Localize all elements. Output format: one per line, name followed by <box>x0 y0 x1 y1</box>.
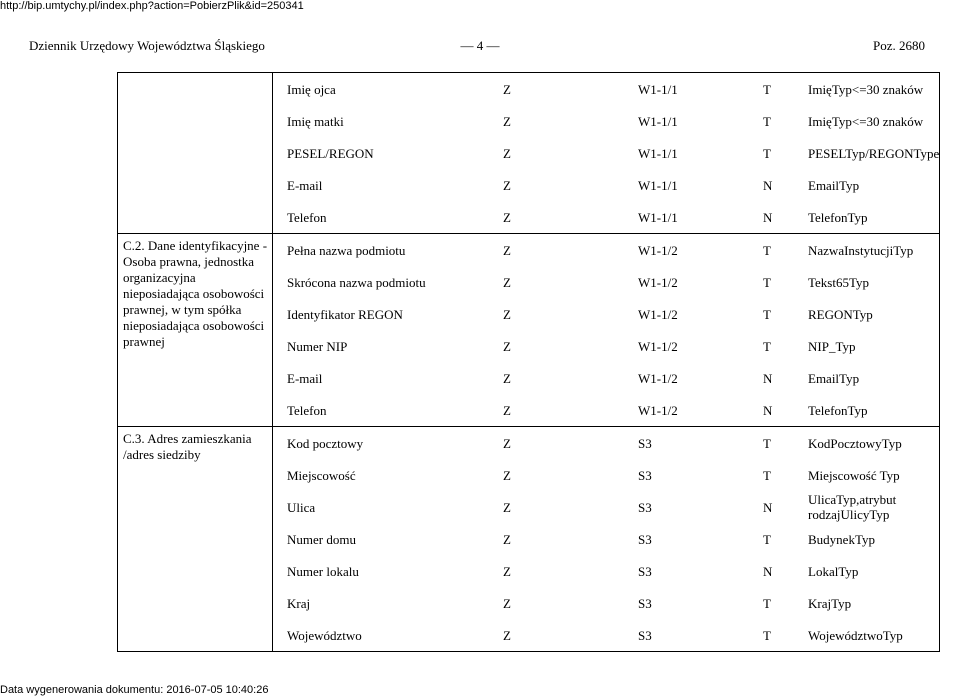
field-rule: W1-1/1 <box>638 113 678 129</box>
field-type: UlicaTyp,atrybut rodzajUlicyTyp <box>808 492 897 522</box>
field-flag: T <box>763 467 771 483</box>
field-rule: S3 <box>638 467 652 483</box>
field-required: Z <box>503 306 511 322</box>
field-type: ImięTyp<=30 znaków <box>808 113 924 129</box>
field-flag: T <box>763 81 771 97</box>
field-required: Z <box>503 338 511 354</box>
field-required: Z <box>503 627 511 643</box>
field-row <box>273 555 940 587</box>
field-required: Z <box>503 435 511 451</box>
field-name: Województwo <box>287 627 362 643</box>
field-row <box>273 201 940 233</box>
field-flag: T <box>763 435 771 451</box>
field-row <box>273 73 940 105</box>
field-name: Numer domu <box>287 531 356 547</box>
field-name: Miejscowość <box>287 467 356 483</box>
field-required: Z <box>503 145 511 161</box>
journal-title: Dziennik Urzędowy Województwa Śląskiego <box>29 38 265 53</box>
field-row <box>273 266 940 298</box>
section-label-cell <box>118 73 273 234</box>
field-required: Z <box>503 242 511 258</box>
field-flag: T <box>763 145 771 161</box>
field-rule: W1-1/2 <box>638 242 678 258</box>
field-name: Identyfikator REGON <box>287 306 403 322</box>
field-name: Ulica <box>287 499 316 515</box>
section-fields-cell <box>273 234 940 427</box>
section-row <box>118 234 940 427</box>
field-required: Z <box>503 563 511 579</box>
field-rule: W1-1/2 <box>638 402 678 418</box>
field-required: Z <box>503 274 511 290</box>
field-row <box>273 234 940 266</box>
field-rule: W1-1/1 <box>638 209 678 225</box>
field-type: LokalTyp <box>808 563 859 579</box>
field-rows <box>273 234 940 426</box>
field-name: E-mail <box>287 370 323 386</box>
field-type: WojewództwoTyp <box>808 627 903 643</box>
field-flag: T <box>763 338 771 354</box>
field-required: Z <box>503 402 511 418</box>
field-rule: W1-1/2 <box>638 370 678 386</box>
field-row <box>273 459 940 491</box>
field-type: EmailTyp <box>808 370 860 386</box>
field-type: REGONTyp <box>808 306 873 322</box>
field-rule: W1-1/2 <box>638 306 678 322</box>
field-flag: N <box>763 209 773 225</box>
field-rule: S3 <box>638 531 652 547</box>
field-required: Z <box>503 177 511 193</box>
field-type: NazwaInstytucjiTyp <box>808 242 914 258</box>
field-row <box>273 137 940 169</box>
page-number: — 4 — <box>460 38 500 53</box>
field-name: Pełna nazwa podmiotu <box>287 242 406 258</box>
field-row <box>273 587 940 619</box>
field-rule: W1-1/2 <box>638 274 678 290</box>
field-type: NIP_Typ <box>808 338 856 354</box>
source-url: http://bip.umtychy.pl/index.php?action=PobierzPlik&id=250341 <box>0 0 304 12</box>
position-number: Poz. 2680 <box>873 38 925 53</box>
field-type: KodPocztowyTyp <box>808 435 902 451</box>
field-flag: N <box>763 177 773 193</box>
field-required: Z <box>503 531 511 547</box>
field-name: Skrócona nazwa podmiotu <box>287 274 426 290</box>
field-row <box>273 169 940 201</box>
field-name: Kraj <box>287 595 311 611</box>
field-name: Numer lokalu <box>287 563 359 579</box>
field-required: Z <box>503 113 511 129</box>
field-name: Imię matki <box>287 113 344 129</box>
field-name: Telefon <box>287 209 327 225</box>
field-flag: N <box>763 402 773 418</box>
field-required: Z <box>503 595 511 611</box>
field-type: Tekst65Typ <box>808 274 870 290</box>
field-name: PESEL/REGON <box>287 145 374 161</box>
field-required: Z <box>503 467 511 483</box>
field-type: TelefonTyp <box>808 402 868 418</box>
field-type: TelefonTyp <box>808 209 868 225</box>
field-row <box>273 362 940 394</box>
field-rule: S3 <box>638 499 652 515</box>
field-flag: T <box>763 595 771 611</box>
field-required: Z <box>503 499 511 515</box>
field-row <box>273 298 940 330</box>
section-label: C.2. Dane identyfikacyjne - Osoba prawna, jednostka organizacyjna nieposiadająca osobowości prawnej, w tym spółka nieposiadająca osobowości prawnej <box>123 238 268 349</box>
field-flag: N <box>763 563 773 579</box>
field-type: KrajTyp <box>808 595 852 611</box>
field-rule: W1-1/1 <box>638 177 678 193</box>
section-fields-cell <box>273 427 940 652</box>
field-type: Miejscowość Typ <box>808 467 900 483</box>
field-row <box>273 394 940 426</box>
field-type: ImięTyp<=30 znaków <box>808 81 924 97</box>
field-flag: T <box>763 274 771 290</box>
field-rule: W1-1/1 <box>638 81 678 97</box>
field-rule: S3 <box>638 595 652 611</box>
section-label-cell <box>118 427 273 652</box>
generation-date: Data wygenerowania dokumentu: 2016-07-05 10:40:26 <box>0 684 269 696</box>
field-row <box>273 523 940 555</box>
section-row <box>118 73 940 234</box>
field-rule: S3 <box>638 627 652 643</box>
field-row <box>273 491 940 523</box>
section-row <box>118 427 940 652</box>
field-row <box>273 105 940 137</box>
field-flag: T <box>763 242 771 258</box>
field-name: Numer NIP <box>287 338 348 354</box>
field-flag: N <box>763 499 773 515</box>
field-flag: T <box>763 113 771 129</box>
field-name: Imię ojca <box>287 81 336 97</box>
field-flag: T <box>763 627 771 643</box>
field-required: Z <box>503 209 511 225</box>
section-fields-cell <box>273 73 940 234</box>
field-required: Z <box>503 370 511 386</box>
section-label: C.3. Adres zamieszkania /adres siedziby <box>123 431 252 462</box>
field-required: Z <box>503 81 511 97</box>
section-label-cell <box>118 234 273 427</box>
field-name: Kod pocztowy <box>287 435 364 451</box>
field-flag: T <box>763 306 771 322</box>
field-row <box>273 330 940 362</box>
field-type: BudynekTyp <box>808 531 875 547</box>
field-rule: S3 <box>638 435 652 451</box>
field-row <box>273 427 940 459</box>
field-name: Telefon <box>287 402 327 418</box>
field-spec-table <box>117 72 940 652</box>
field-rule: W1-1/2 <box>638 338 678 354</box>
field-name: E-mail <box>287 177 323 193</box>
field-rule: W1-1/1 <box>638 145 678 161</box>
field-rows <box>273 427 940 651</box>
field-type: PESELTyp/REGONType <box>808 145 940 161</box>
field-flag: T <box>763 531 771 547</box>
field-rows <box>273 73 940 233</box>
field-row <box>273 619 940 651</box>
field-rule: S3 <box>638 563 652 579</box>
field-flag: N <box>763 370 773 386</box>
field-type: EmailTyp <box>808 177 860 193</box>
